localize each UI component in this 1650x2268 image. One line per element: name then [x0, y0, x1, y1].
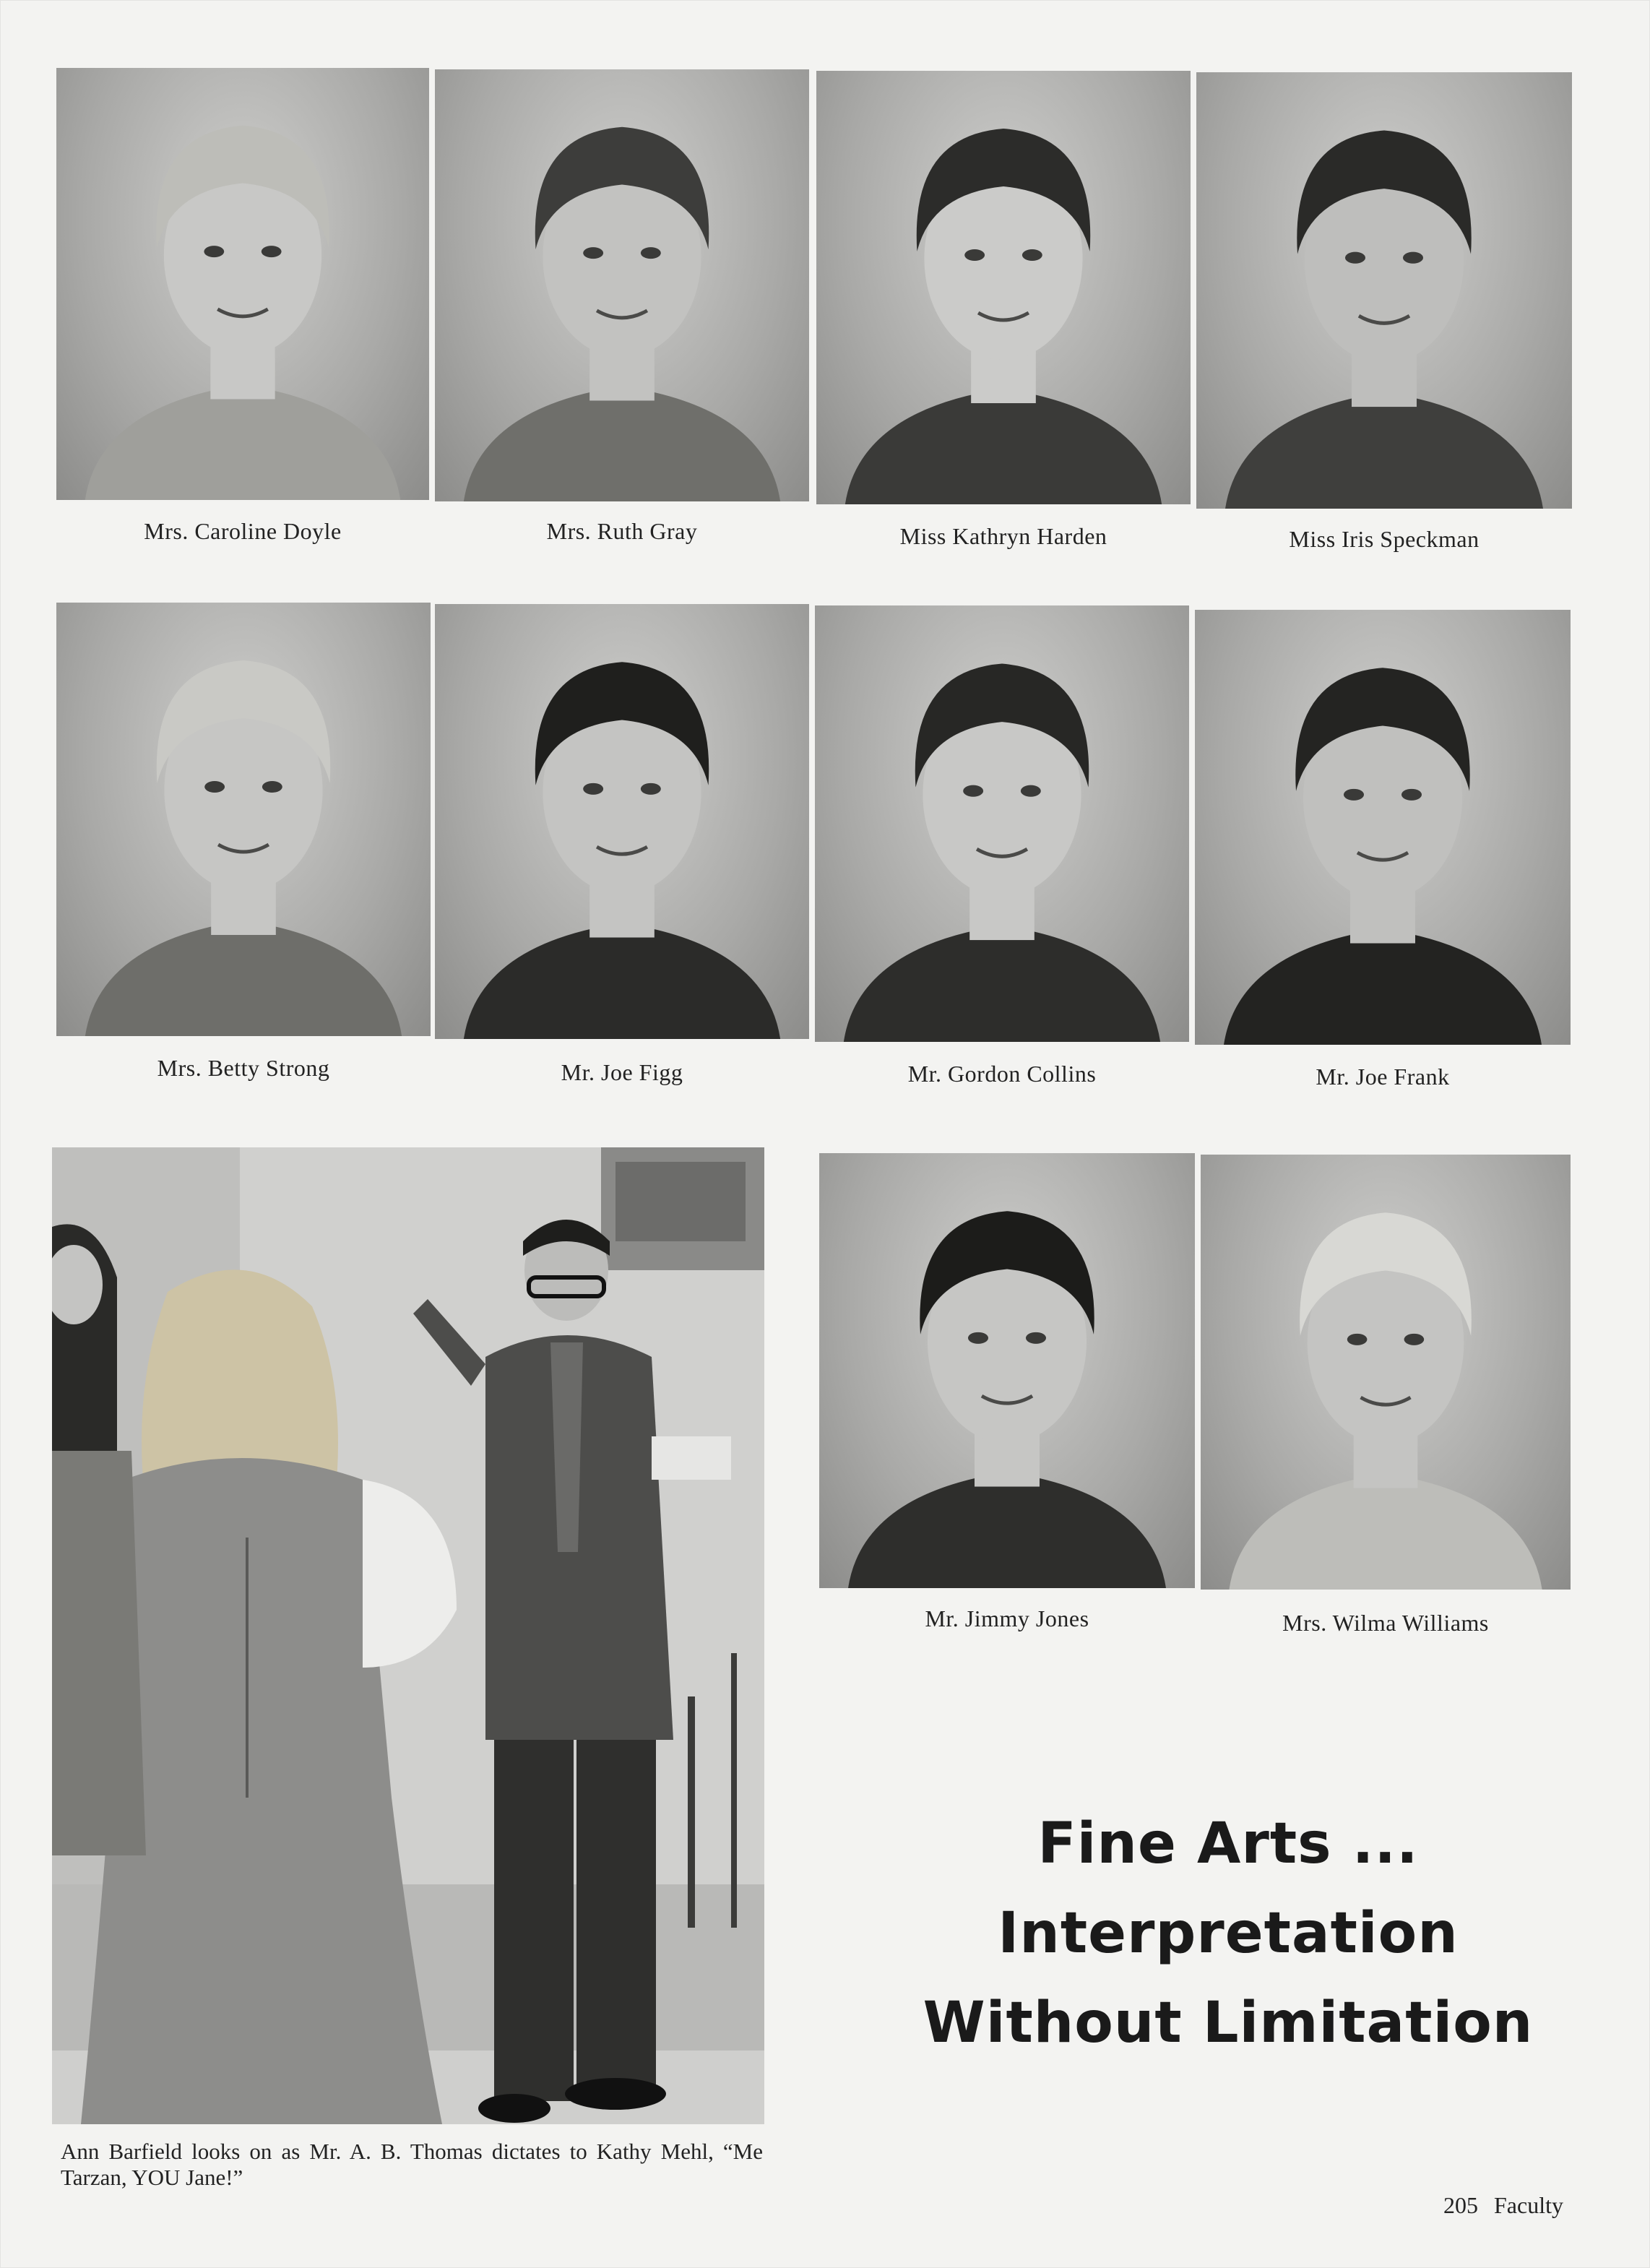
portrait-silhouette: [56, 603, 431, 1036]
portrait-eye: [641, 247, 661, 259]
portrait-shoulders: [848, 1472, 1166, 1588]
portrait-shoulders: [85, 920, 402, 1036]
page-number: 205: [1443, 2192, 1478, 2218]
portrait-eye: [204, 246, 224, 257]
headline-line-1: Fine Arts ...: [1037, 1811, 1419, 1876]
portrait-eye: [1345, 252, 1365, 264]
portrait-caption: Mr. Joe Frank: [1316, 1064, 1450, 1090]
portrait-photo: [435, 604, 809, 1039]
portrait-silhouette: [435, 69, 809, 501]
portrait-photo: [816, 71, 1191, 504]
portrait-silhouette: [56, 68, 429, 500]
portrait-shoulders: [464, 923, 780, 1039]
portrait-silhouette: [1196, 72, 1572, 509]
portrait-eye: [968, 1332, 988, 1344]
candid-classroom-photo: [52, 1147, 764, 2124]
portrait-eye: [1026, 1332, 1046, 1344]
portrait-photo: [56, 68, 429, 500]
portrait-eye: [963, 785, 983, 797]
portrait-eye: [641, 783, 661, 795]
portrait-eye: [583, 783, 603, 795]
page-folio: [1443, 2192, 1563, 2219]
portrait-silhouette: [816, 71, 1191, 504]
portrait-photo: [435, 69, 809, 501]
portrait-caption: Mrs. Wilma Williams: [1282, 1610, 1489, 1636]
portrait-caption: Mr. Joe Figg: [561, 1059, 683, 1085]
portrait-caption: Mr. Gordon Collins: [907, 1061, 1097, 1087]
portrait-shoulders: [1224, 928, 1542, 1045]
portrait-eye: [964, 249, 985, 261]
portrait-eye: [1347, 1334, 1368, 1345]
portrait-shoulders: [845, 389, 1162, 504]
portrait-eye: [1344, 789, 1364, 801]
section-headline: [903, 1799, 1553, 2068]
headline-line-3: Without Limitation: [923, 1991, 1534, 2056]
portrait-caption: Miss Kathryn Harden: [899, 523, 1107, 549]
portrait-eye: [262, 246, 282, 257]
section-name: Faculty: [1494, 2192, 1563, 2218]
portrait-caption: Mr. Jimmy Jones: [925, 1605, 1089, 1631]
portrait-shoulders: [464, 387, 780, 501]
portrait-eye: [204, 781, 225, 793]
portrait-silhouette: [1201, 1155, 1571, 1590]
portrait-silhouette: [815, 605, 1189, 1042]
portrait-photo: [819, 1153, 1195, 1588]
portrait-shoulders: [1229, 1473, 1542, 1590]
candid-photo-caption: Ann Barfield looks on as Mr. A. B. Thomas dictates to Kathy Mehl, “Me Tarzan, YOU Jane!”: [61, 2139, 763, 2190]
portrait-eye: [1403, 252, 1423, 264]
portrait-silhouette: [819, 1153, 1195, 1588]
portrait-photo: [56, 603, 431, 1036]
portrait-caption: Mrs. Caroline Doyle: [144, 518, 342, 544]
portrait-eye: [262, 781, 282, 793]
headline-line-2: Interpretation: [998, 1901, 1459, 1966]
portrait-caption: Miss Iris Speckman: [1289, 526, 1480, 552]
portrait-caption: Mrs. Betty Strong: [157, 1055, 330, 1081]
portrait-caption: Mrs. Ruth Gray: [546, 518, 698, 544]
portrait-photo: [1195, 610, 1571, 1045]
portrait-shoulders: [85, 385, 401, 500]
portrait-shoulders: [1225, 392, 1543, 509]
portrait-photo: [815, 605, 1189, 1042]
portrait-shoulders: [844, 926, 1160, 1042]
candid-photo-drawing: [52, 1147, 764, 2124]
portrait-photo: [1196, 72, 1572, 509]
portrait-photo: [1201, 1155, 1571, 1590]
portrait-eye: [583, 247, 603, 259]
portrait-silhouette: [435, 604, 809, 1039]
portrait-eye: [1401, 789, 1422, 801]
portrait-eye: [1022, 249, 1042, 261]
portrait-eye: [1404, 1334, 1425, 1345]
portrait-silhouette: [1195, 610, 1571, 1045]
portrait-eye: [1021, 785, 1041, 797]
